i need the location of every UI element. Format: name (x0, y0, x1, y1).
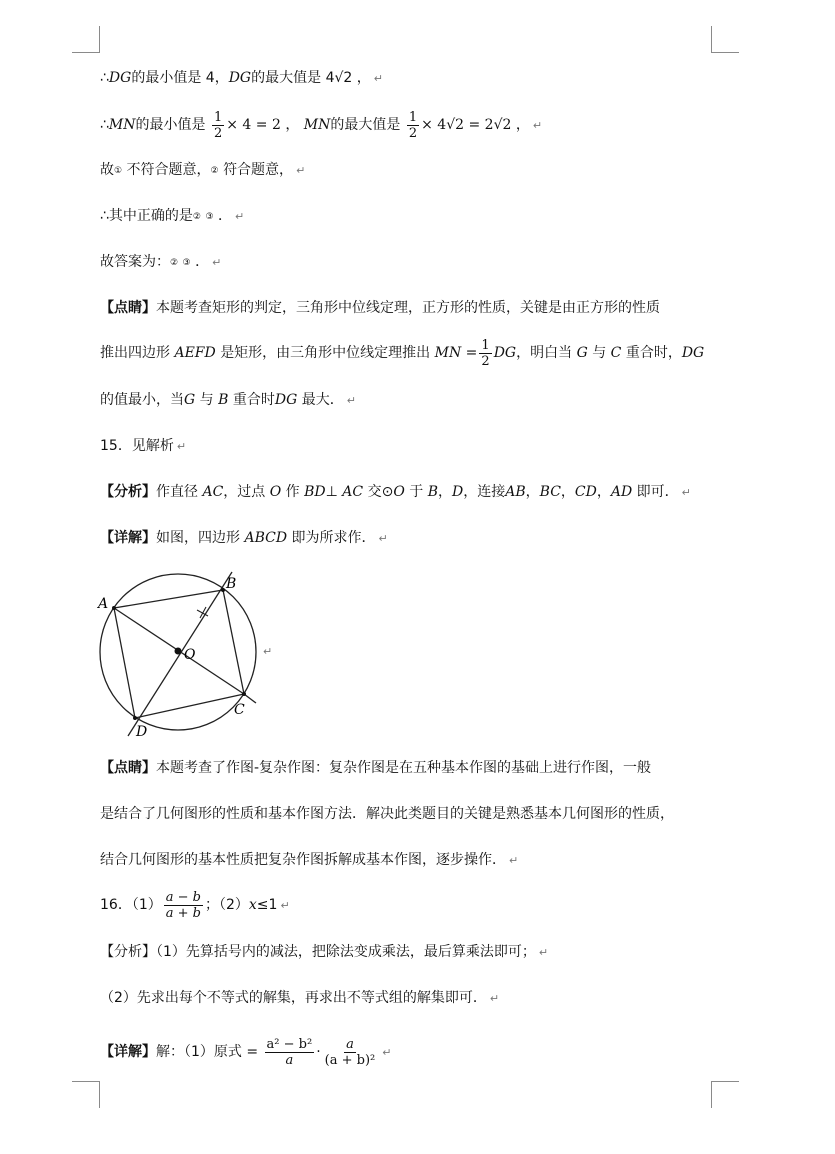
point-d (133, 716, 137, 720)
line-detail-16: 【详解】解：（1）原式 = $\frac{\text{a² − b²}}{a}$ · $\frac{a}{\text{(a + b)²}}$ ↵ (100, 1036, 392, 1068)
fraction-expr-2: $\frac{a}{\text{(a + b)²}}$ (324, 1036, 376, 1068)
line-review-1: 【点睛】本题考查矩形的判定，三角形中位线定理，正方形的性质，关键是由正方形的性质 (100, 300, 660, 316)
point-b (221, 588, 225, 592)
label-b: B (226, 576, 237, 592)
line-dg-min-max: ∴DG的最小值是 4，DG的最大值是 4√2 ， ↵ (100, 70, 383, 86)
line-answer: 故答案为：② ③ ． ↵ (100, 254, 222, 270)
fraction-half: $\frac{1}{2}$ (213, 109, 223, 141)
line-review-15-2: 是结合了几何图形的性质和基本作图方法．解决此类题目的关键是熟悉基本几何图形的性质， (100, 806, 674, 822)
line-conclusion-1: 故① 不符合题意，② 符合题意， ↵ (100, 162, 306, 178)
line-mn-min-max: ∴MN的最小值是 $\frac{1}{2}$ × 4 = 2 ， MN的最大值是 $\frac{1}{2}$ × 4√2 = 2√2 ， ↵ (100, 109, 543, 141)
label-c: C (234, 702, 245, 718)
point-c (242, 692, 246, 696)
paragraph-mark: ↵ (263, 645, 273, 658)
circle-quadrilateral-figure (88, 566, 288, 746)
line-review-2: 推出四边形 AEFD 是矩形，由三角形中位线定理推出 MN = $\frac{1}{2}$ DG，明白当 G 与 C 重合时，DG (100, 337, 705, 369)
fraction-answer: $\frac{a - b}{a + b}$ (165, 889, 201, 921)
center-point (175, 648, 182, 655)
line-review-3: 的值最小，当G 与 B 重合时DG 最大． ↵ (100, 392, 356, 408)
fraction-expr-1: $\frac{\text{a² − b²}}{a}$ (266, 1036, 313, 1068)
crop-mark-bottom-left-v (99, 1081, 100, 1108)
problem-16-heading: 16．（1） $\frac{a - b}{a + b}$ ；（2）x≤1 ↵ (100, 889, 290, 921)
line-review-15-3: 结合几何图形的基本性质把复杂作图拆解成基本作图，逐步操作． ↵ (100, 852, 519, 868)
line-analysis-16-1: 【分析】（1）先算括号内的减法，把除法变成乘法，最后算乘法即可； ↵ (100, 944, 549, 960)
crop-mark-bottom-left-h (72, 1081, 100, 1082)
extension-c (244, 694, 256, 703)
crop-mark-top-right-v (711, 26, 712, 53)
crop-mark-top-right-h (711, 52, 739, 53)
line-review-15-1: 【点睛】本题考查了作图-复杂作图：复杂作图是在五种基本作图的基础上进行作图，一般 (100, 760, 652, 776)
crop-mark-top-left-v (99, 26, 100, 53)
line-detail-15: 【详解】如图，四边形 ABCD 即为所求作． ↵ (100, 530, 388, 546)
crop-mark-top-left-h (72, 52, 100, 53)
label-d: D (136, 724, 148, 740)
line-analysis-15: 【分析】作直径 AC，过点 O 作 BD⊥ AC 交⊙O 于 B，D，连接AB，BC，CD，AD 即可． ↵ (100, 484, 691, 500)
fraction-half: $\frac{1}{2}$ (481, 337, 490, 369)
crop-mark-bottom-right-v (711, 1081, 712, 1108)
point-a (112, 606, 116, 610)
label-o: O (184, 647, 196, 663)
line-correct-items: ∴其中正确的是② ③ ． ↵ (100, 208, 245, 224)
crop-mark-bottom-right-h (711, 1081, 739, 1082)
problem-15-heading: 15．见解析 ↵ (100, 438, 187, 454)
line-analysis-16-2: （2）先求出每个不等式的解集，再求出不等式组的解集即可． ↵ (100, 990, 500, 1006)
label-a: A (98, 596, 109, 612)
paragraph-mark: ↵ (373, 72, 383, 85)
fraction-half: $\frac{1}{2}$ (408, 109, 418, 141)
